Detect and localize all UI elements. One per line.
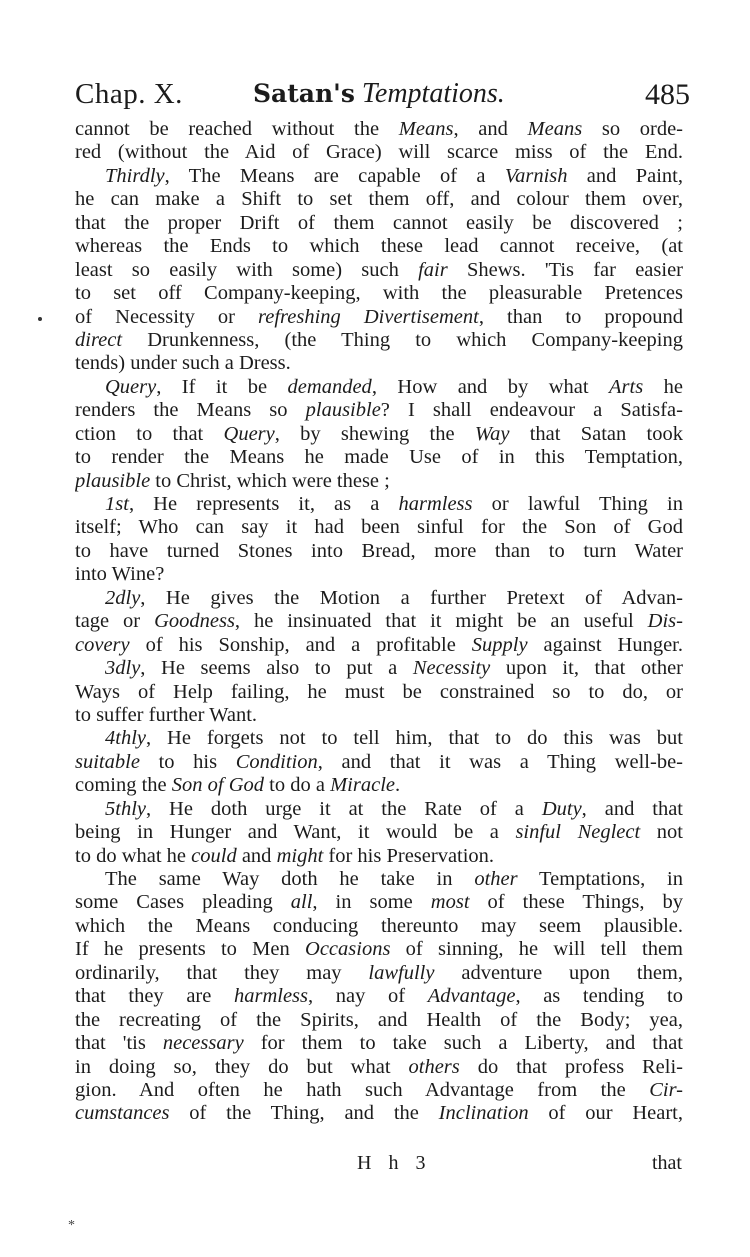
text-line: ordinarily, that they may lawfully adventure upon them, xyxy=(75,961,683,984)
text-line: direct Drunkenness, (the Thing to which Company-keeping xyxy=(75,328,683,351)
text-line: If he presents to Men Occasions of sinning, he will tell them xyxy=(75,938,683,961)
text-line: into Wine? xyxy=(75,563,165,586)
text-line: which the Means conducing thereunto may seem plausible. xyxy=(75,914,683,937)
text-line: whereas the Ends to which these lead cannot receive, (at xyxy=(75,235,683,258)
margin-speck xyxy=(38,317,42,321)
text-line: 1st, He represents it, as a harmless or lawful Thing in xyxy=(105,493,683,515)
text-line: tends) under such a Dress. xyxy=(75,352,291,375)
text-line: that 'tis necessary for them to take such a Liberty, and that xyxy=(75,1032,683,1055)
running-header xyxy=(75,78,690,116)
text-line: to suffer further Want. xyxy=(75,703,258,726)
text-line: the recreating of the Spirits, and Health of the Body; yea, xyxy=(75,1008,683,1031)
text-line: 2dly, He gives the Motion a further Pretext of Advan- xyxy=(105,586,683,609)
text-line: covery of his Sonship, and a profitable Supply against Hunger. xyxy=(75,633,683,656)
text-line: he can make a Shift to set them off, and colour them over, xyxy=(75,188,683,211)
text-line: to render the Means he made Use of in this Temptation, xyxy=(75,446,683,469)
text-line: to set off Company-keeping, with the pleasurable Pretences xyxy=(75,282,683,305)
text-line: gion. And often he hath such Advantage from the Cir- xyxy=(75,1078,683,1101)
signature-mark: H h 3 xyxy=(357,1152,432,1174)
chapter-label: Chap. X. xyxy=(75,78,183,110)
text-line: being in Hunger and Want, it would be a sinful Neglect not xyxy=(75,821,683,844)
text-line: itself; Who can say it had been sinful for the Son of God xyxy=(75,516,683,539)
text-line: red (without the Aid of Grace) will scarce miss of the End. xyxy=(75,141,683,164)
text-line: cannot be reached without the Means, and Means so orde- xyxy=(75,118,683,140)
running-title-blackletter: Satan's xyxy=(253,79,355,108)
text-line: to have turned Stones into Bread, more than to turn Water xyxy=(75,539,683,562)
text-line: least so easily with some) such fair Shews. 'Tis far easier xyxy=(75,258,683,281)
text-line: tage or Goodness, he insinuated that it might be an useful Dis- xyxy=(75,610,683,633)
running-title-italic: Temptations. xyxy=(361,78,505,109)
text-line: ction to that Query, by shewing the Way that Satan took xyxy=(75,422,683,445)
text-line: cumstances of the Thing, and the Inclination of our Heart, xyxy=(75,1102,683,1125)
text-line: plausible to Christ, which were these ; xyxy=(75,469,390,492)
text-line: Query, If it be demanded, How and by what Arts he xyxy=(105,375,683,398)
text-line: some Cases pleading all, in some most of these Things, by xyxy=(75,891,683,914)
text-line: of Necessity or refreshing Divertisement, than to propound xyxy=(75,305,683,328)
page-number: 485 xyxy=(645,78,690,111)
text-line: Ways of Help failing, he must be constrained so to do, or xyxy=(75,680,683,703)
margin-mark: * xyxy=(68,1218,75,1233)
text-line: 5thly, He doth urge it at the Rate of a Duty, and that xyxy=(105,797,683,820)
text-line: that the proper Drift of them cannot easily be discovered ; xyxy=(75,211,683,234)
text-line: Thirdly, The Means are capable of a Varnish and Paint, xyxy=(105,164,683,187)
text-line: renders the Means so plausible? I shall endeavour a Satisfa- xyxy=(75,399,683,422)
catchword: that xyxy=(652,1152,682,1174)
running-title xyxy=(253,78,505,110)
text-line: suitable to his Condition, and that it was a Thing well-be- xyxy=(75,750,683,773)
text-line: 3dly, He seems also to put a Necessity upon it, that other xyxy=(105,657,683,680)
text-line: that they are harmless, nay of Advantage, as tending to xyxy=(75,985,683,1008)
text-line: in doing so, they do but what others do that profess Reli- xyxy=(75,1055,683,1078)
text-line: coming the Son of God to do a Miracle. xyxy=(75,774,401,797)
text-line: 4thly, He forgets not to tell him, that to do this was but xyxy=(105,727,683,750)
body-text xyxy=(75,118,683,1126)
text-line: The same Way doth he take in other Temptations, in xyxy=(105,868,683,890)
text-line: to do what he could and might for his Preservation. xyxy=(75,844,495,867)
